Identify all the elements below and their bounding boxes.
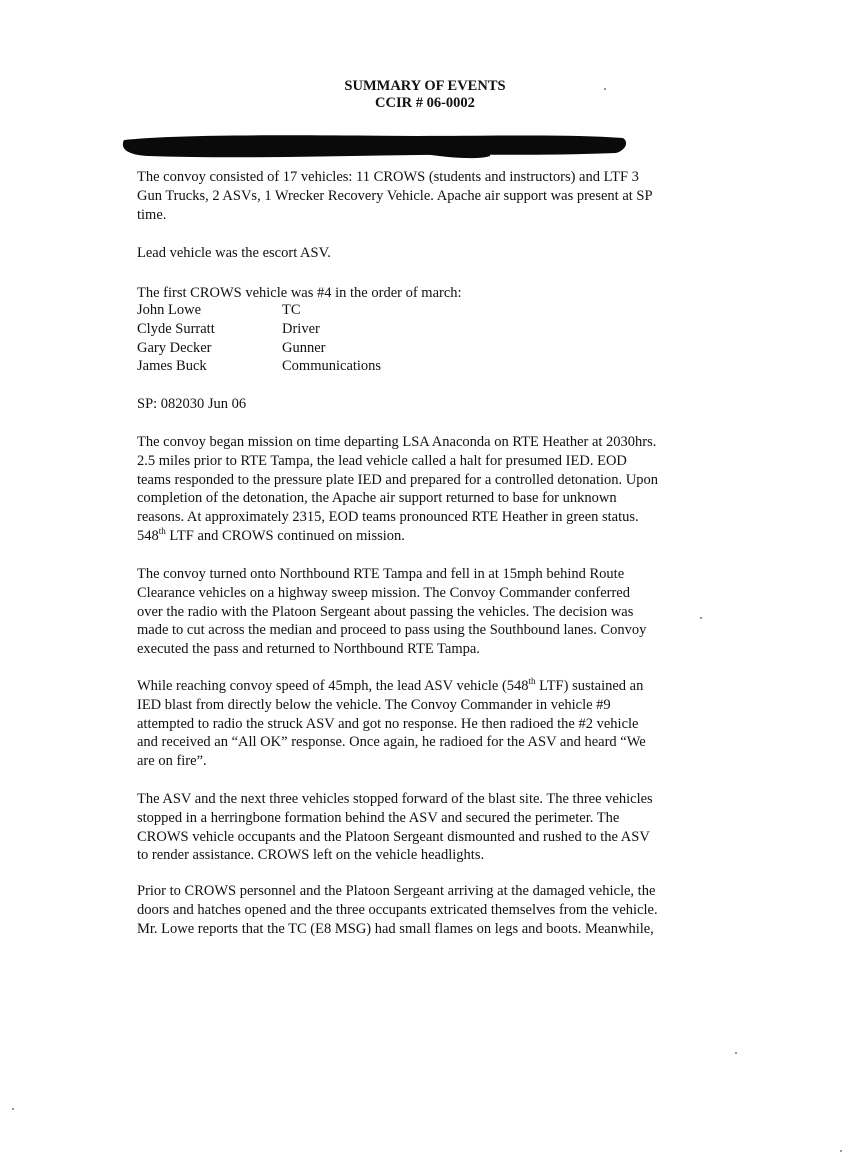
crew-roster: [137, 301, 381, 376]
scan-speck: [700, 617, 702, 619]
prior-paragraph: [137, 882, 722, 938]
text-line: Prior to CROWS personnel and the Platoon Sergeant arriving at the damaged vehicle, the: [137, 883, 656, 899]
scan-speck: [12, 1108, 14, 1110]
crew-role: Gunner: [282, 339, 326, 356]
text-line: Clearance vehicles on a highway sweep mission. The Convoy Commander conferred: [137, 584, 630, 601]
text-line: reasons. At approximately 2315, EOD teams pronounced RTE Heather in green status.: [137, 509, 639, 526]
text-line: The convoy began mission on time departing LSA Anaconda on RTE Heather at 2030hrs.: [137, 434, 657, 450]
mission-paragraph: [137, 433, 722, 546]
text-line: Gun Trucks, 2 ASVs, 1 Wrecker Recovery Vehicle. Apache air support was present at SP: [137, 187, 653, 204]
crew-row: [137, 301, 381, 320]
scan-speck: [840, 1150, 842, 1152]
text-line: The ASV and the next three vehicles stopped forward of the blast site. The three vehicles: [137, 791, 653, 807]
text-line: over the radio with the Platoon Sergeant about passing the vehicles. The decision was: [137, 603, 634, 620]
intro-paragraph: [137, 168, 722, 224]
text-fragment: While reaching convoy speed of 45mph, the lead ASV vehicle (548: [137, 678, 529, 694]
first-vehicle-paragraph: The first CROWS vehicle was #4 in the order of march:: [137, 285, 462, 301]
ccir-number: CCIR # 06-0002: [375, 95, 475, 111]
lead-vehicle-paragraph: Lead vehicle was the escort ASV.: [137, 245, 331, 261]
crew-row: [137, 339, 381, 358]
crew-row: [137, 320, 381, 339]
crew-row: [137, 357, 381, 376]
ordinal-suffix: th: [528, 676, 536, 687]
text-line: CROWS vehicle occupants and the Platoon Sergeant dismounted and rushed to the ASV: [137, 828, 650, 845]
text-line: are on fire”.: [137, 753, 207, 770]
text-line: Mr. Lowe reports that the TC (E8 MSG) had small flames on legs and boots. Meanwhile,: [137, 920, 654, 937]
crew-name: Gary Decker: [137, 339, 212, 356]
text-fragment: LTF) sustained an: [535, 678, 644, 694]
crew-name: John Lowe: [137, 302, 202, 318]
text-line: and received an “All OK” response. Once again, he radioed for the ASV and heard “We: [137, 734, 646, 751]
text-line: [137, 677, 722, 696]
turn-paragraph: [137, 565, 722, 659]
text-line: teams responded to the pressure plate IED and prepared for a controlled detonation. Upon: [137, 471, 659, 488]
crew-role: Communications: [282, 358, 382, 375]
text-line: The convoy turned onto Northbound RTE Tampa and fell in at 15mph behind Route: [137, 566, 625, 582]
text-line: to render assistance. CROWS left on the vehicle headlights.: [137, 847, 485, 864]
document-title: SUMMARY OF EVENTS: [344, 78, 506, 94]
crew-name: Clyde Surratt: [137, 320, 215, 337]
stop-paragraph: [137, 790, 722, 865]
text-line: completion of the detonation, the Apache air support returned to base for unknown: [137, 490, 617, 507]
text-line: stopped in a herringbone formation behind the ASV and secured the perimeter. The: [137, 809, 620, 826]
text-line: attempted to radio the struck ASV and got no response. He then radioed the #2 vehicle: [137, 715, 639, 732]
scan-speck: [604, 88, 606, 90]
text-line: made to cut across the median and proceed to pass using the Southbound lanes. Convoy: [137, 622, 647, 639]
text-line: time.: [137, 206, 167, 223]
redaction-mark: [118, 126, 630, 160]
text-line: doors and hatches opened and the three occupants extricated themselves from the vehicle.: [137, 901, 658, 918]
text-line: executed the pass and returned to Northbound RTE Tampa.: [137, 641, 480, 658]
crew-name: James Buck: [137, 358, 207, 375]
text-line: The convoy consisted of 17 vehicles: 11 CROWS (students and instructors) and LTF 3: [137, 169, 639, 185]
crew-role: Driver: [282, 320, 320, 337]
blast-paragraph: [137, 677, 722, 771]
text-line: IED blast from directly below the vehicle. The Convoy Commander in vehicle #9: [137, 696, 611, 713]
text-line: [137, 527, 722, 546]
text-fragment: 548: [137, 527, 159, 544]
crew-role: TC: [282, 302, 301, 318]
ordinal-suffix: th: [158, 526, 166, 537]
text-line: 2.5 miles prior to RTE Tampa, the lead vehicle called a halt for presumed IED. EOD: [137, 452, 627, 469]
scan-speck: [735, 1052, 737, 1054]
text-fragment: LTF and CROWS continued on mission.: [165, 527, 405, 544]
start-point-line: SP: 082030 Jun 06: [137, 396, 247, 412]
